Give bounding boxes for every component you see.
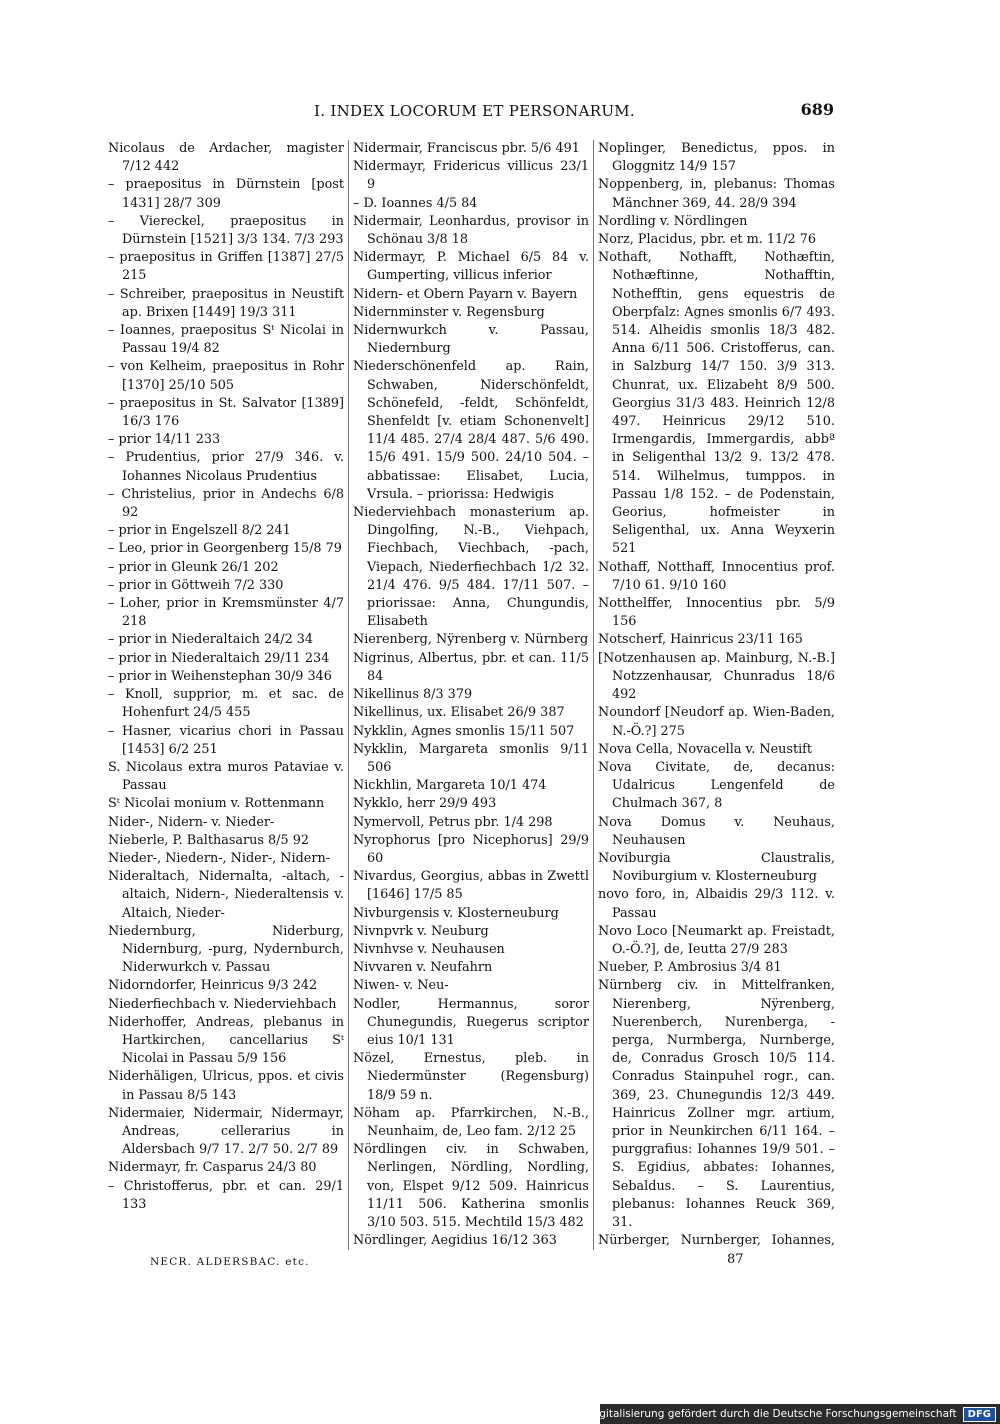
index-entry: Nicolaus de Ardacher, magister 7/12 442: [108, 141, 344, 175]
dfg-banner: [588, 1404, 1000, 1424]
index-entry: Niwen- v. Neu-: [353, 978, 449, 994]
index-entry: Nykklin, Margareta smonlis 9/11 506: [353, 741, 589, 775]
index-entry: Nierenberg, Nÿrenberg v. Nürnberg: [353, 632, 589, 648]
index-entry: Nivnpvrk v. Neuburg: [353, 923, 489, 939]
index-entry: – Leo, prior in Georgenberg 15/8 79: [108, 541, 342, 557]
index-entry: – prior in Niederaltaich 24/2 34: [108, 632, 314, 648]
index-column-left: [108, 140, 344, 1250]
index-entry: Niederviehbach monasterium ap. Dingolfing, N.-B., Viehpach, Fiechbach, Viechbach, -pach, Viepach, Niederfiechbach 1/2 32. 21/4 476. 9/5 484. 17/11 507. – priorissae: Anna, Chungundis, Elisabeth: [353, 505, 589, 630]
index-entry: Nivburgensis v. Klosterneuburg: [353, 905, 559, 921]
index-entry: – praepositus in St. Salvator [1389] 16/3 176: [108, 395, 344, 430]
index-entry: Nueber, P. Ambrosius 3/4 81: [598, 960, 782, 976]
index-entry: Nidernminster v. Regensburg: [353, 304, 545, 320]
index-entry: Niedernburg, Niderburg, Nidernburg, -purg, Nydernburch, Niderwurkch v. Passau: [108, 923, 344, 976]
column-divider: [593, 140, 594, 1250]
index-entry: Nykklin, Agnes smonlis 15/11 507: [353, 723, 575, 739]
running-title: I. INDEX LOCORUM ET PERSONARUM.: [314, 102, 635, 120]
index-entry: Nözel, Ernestus, pleb. in Niedermünster (Regensburg) 18/9 59 n.: [353, 1051, 589, 1103]
index-entry: Nothaft, Nothafft, Nothæftin, Nothæftinne, Nothafftin, Nothefftin, gens equestris de Oberpfalz: Agnes smonlis 6/7 493. 514. Alheidis smonlis 18/3 482. Anna 6/11 506. Cristofferus, can. in Salzburg 14/7 150. 3/9 313. Chunrat, ux. Elizabeht 8/9 500. Georgius 31/3 483. Heinrich 12/8 497. Heinricus 29/12 510. Irmengardis, Immergardis, abbª in Seligenthal 13/2 9. 13/2 478. 514. Wilhelmus, tumppos. in Passau 1/8 152. – de Podenstain, Georius, hofmeister in Seligenthal, ux. Anna Weyxerin 521: [598, 250, 835, 557]
index-entry: – prior 14/11 233: [108, 432, 221, 448]
index-entry: Niderhoffer, Andreas, plebanus in Hartkirchen, cancellarius Sᵗ Nicolai in Passau 5/9 156: [108, 1014, 344, 1067]
index-entry: Nova Cella, Novacella v. Neustift: [598, 741, 813, 757]
index-entry: Nyrophorus [pro Nicephorus] 29/9 60: [353, 832, 589, 866]
index-entry: Noppenberg, in, plebanus: Thomas Mänchner 369, 44. 28/9 394: [598, 177, 835, 211]
index-entry: – Christelius, prior in Andechs 6/8 92: [108, 486, 344, 521]
index-entry: Nikellinus, ux. Elisabet 26/9 387: [353, 705, 565, 721]
index-entry: Notscherf, Hainricus 23/11 165: [598, 632, 803, 648]
index-entry: novo foro, in, Albaidis 29/3 112. v. Passau: [598, 887, 835, 921]
index-entry: Nürberger, Nurnberger, Iohannes,: [598, 1233, 835, 1249]
index-entry: Nova Civitate, de, decanus: Udalricus Lengenfeld de Chulmach 367, 8: [598, 759, 835, 812]
index-entry: Notthelffer, Innocentius pbr. 5/9 156: [598, 596, 835, 630]
index-entry: Nykklo, herr 29/9 493: [353, 796, 497, 812]
index-entry: – praepositus in Griffen [1387] 27/5 215: [108, 250, 344, 284]
index-entry: Nidern- et Obern Payarn v. Bayern: [353, 286, 578, 302]
dfg-banner-text: Digitalisierung gefördert durch die Deutsche Forschungsgemeinschaft: [588, 1408, 957, 1420]
index-entry: Niederschönenfeld ap. Rain, Schwaben, Niderschönfeldt, Schönefeld, -feldt, Schönfeldt, Shenfeldt [v. etiam Schonenvelt] 11/4 485. 27/4 28/4 487. 5/6 490. 15/6 491. 15/9 500. 24/10 504. – abbatissae: Elisabet, Lucia, Vrsula. – priorissa: Hedwigis: [353, 359, 589, 502]
index-entry: Sᵗ Nicolai monium v. Rottenmann: [108, 796, 325, 812]
index-entry: – Loher, prior in Kremsmünster 4/7 218: [108, 596, 344, 630]
index-entry: – von Kelheim, praepositus in Rohr [1370] 25/10 505: [108, 359, 344, 393]
index-entry: Norz, Placidus, pbr. et m. 11/2 76: [598, 232, 816, 248]
index-entry: Nova Domus v. Neuhaus, Neuhausen: [598, 814, 835, 848]
index-entry: – Hasner, vicarius chori in Passau [1453] 6/2 251: [108, 723, 344, 757]
running-header: [108, 100, 834, 126]
index-entry: Nürnberg civ. in Mittelfranken, Nierenberg, Nÿrenberg, Nuerenberch, Nurenberga, -perga, Nurmberga, Nurnberge, de, Conradus Grosch 10/5 114. Conradus Stainpuhel rogr., can. 369, 23. Chunegundis 12/3 449. Hainricus Zollner mgr. artium, prior in Neunkirchen 6/11 164. – purggrafius: Iohannes 19/9 501. – S. Egidius, abbates: Iohannes, Sebaldus. – S. Laurentius, plebanus: Iohannes Reuck 369, 31.: [598, 978, 835, 1230]
index-entry: – praepositus in Dürnstein [post 1431] 28/7 309: [108, 177, 344, 211]
index-entry: Nymervoll, Petrus pbr. 1/4 298: [353, 814, 553, 830]
index-columns: [108, 140, 835, 1250]
index-entry: Nordling v. Nördlingen: [598, 213, 748, 229]
index-entry: Novo Loco [Neumarkt ap. Freistadt, O.-Ö.?], de, Ieutta 27/9 283: [598, 923, 835, 957]
index-entry: Noviburgia Claustralis, Noviburgium v. Klosterneuburg: [598, 850, 835, 885]
index-entry: Nikellinus 8/3 379: [353, 687, 473, 703]
page-number: 689: [800, 100, 834, 119]
index-entry: Nidermair, Franciscus pbr. 5/6 491: [353, 141, 580, 156]
index-entry: Nidorndorfer, Heinricus 9/3 242: [108, 978, 318, 994]
index-entry: Nivvaren v. Neufahrn: [353, 960, 493, 976]
index-entry: Nideraltach, Nidernalta, -altach, -altaich, Nidern-, Niederaltensis v. Altaich, Nieder-: [108, 869, 344, 921]
index-entry: – Schreiber, praepositus in Neustift ap. Brixen [1449] 19/3 311: [108, 286, 344, 320]
index-entry: – Knoll, supprior, m. et sac. de Hohenfurt 24/5 455: [108, 687, 344, 721]
index-entry: Nördlinger, Aegidius 16/12 363: [353, 1233, 557, 1249]
index-entry: Nieberle, P. Balthasarus 8/5 92: [108, 832, 309, 848]
index-entry: – Viereckel, praepositus in Dürnstein [1521] 3/3 134. 7/3 293: [108, 213, 344, 248]
index-entry: Nidermaier, Nidermair, Nidermayr, Andreas, cellerarius in Aldersbach 9/7 17. 2/7 50. 2/7 89: [108, 1105, 344, 1158]
index-entry: Niderhäligen, Ulricus, ppos. et civis in Passau 8/5 143: [108, 1069, 344, 1103]
index-entry: – prior in Gleunk 26/1 202: [108, 559, 279, 575]
index-entry: Nickhlin, Margareta 10/1 474: [353, 778, 547, 794]
index-entry: – prior in Weihenstephan 30/9 346: [108, 668, 332, 684]
index-entry: Nodler, Hermannus, soror Chunegundis, Ruegerus scriptor eius 10/1 131: [353, 996, 589, 1048]
column-divider: [348, 140, 349, 1250]
index-entry: – prior in Engelszell 8/2 241: [108, 523, 291, 539]
index-entry: Noundorf [Neudorf ap. Wien-Baden, N.-Ö.?] 275: [598, 705, 835, 739]
index-entry: – prior in Niederaltaich 29/11 234: [108, 650, 330, 666]
index-entry: Nidermayr, P. Michael 6/5 84 v. Gumperting, villicus inferior: [353, 250, 589, 284]
index-entry: Nigrinus, Albertus, pbr. et can. 11/5 84: [353, 650, 589, 684]
index-entry: Nothaff, Notthaff, Innocentius prof. 7/10 61. 9/10 160: [598, 559, 835, 593]
index-entry: Nidermayr, Fridericus villicus 23/1 9: [353, 159, 589, 193]
index-entry: Nivardus, Georgius, abbas in Zwettl [1646] 17/5 85: [353, 869, 589, 903]
index-entry: – prior in Göttweih 7/2 330: [108, 577, 284, 593]
index-entry: – Ioannes, praepositus Sᵗ Nicolai in Passau 19/4 82: [108, 323, 344, 357]
index-entry: S. Nicolaus extra muros Pataviae v. Passau: [108, 759, 344, 794]
index-entry: Nöham ap. Pfarrkirchen, N.-B., Neunhaim, de, Leo fam. 2/12 25: [353, 1105, 589, 1139]
index-entry: Niederfiechbach v. Niederviehbach: [108, 996, 337, 1012]
index-column-middle: [353, 140, 589, 1250]
signature-mark: NECR. ALDERSBAC. etc.: [150, 1256, 310, 1268]
index-entry: Nivnhvse v. Neuhausen: [353, 941, 505, 957]
sheet-number: 87: [727, 1252, 744, 1267]
index-entry: Nördlingen civ. in Schwaben, Nerlingen, Nördling, Nordling, von, Elspet 9/12 509. Hainricus 11/11 506. Katherina smonlis 3/10 503. 515. Mechtild 15/3 482: [353, 1142, 589, 1230]
index-entry: Noplinger, Benedictus, ppos. in Gloggnitz 14/9 157: [598, 141, 835, 175]
index-column-right: [598, 140, 835, 1250]
index-entry: – Christofferus, pbr. et can. 29/1 133: [108, 1178, 344, 1212]
index-entry: Nidermayr, fr. Casparus 24/3 80: [108, 1160, 317, 1176]
index-entry: Nieder-, Niedern-, Nider-, Nidern-: [108, 850, 331, 866]
index-entry: Nidernwurkch v. Passau, Niedernburg: [353, 323, 589, 357]
index-entry: Nider-, Nidern- v. Nieder-: [108, 814, 275, 830]
index-entry: Nidermair, Leonhardus, provisor in Schönau 3/8 18: [353, 213, 589, 248]
index-entry: [Notzenhausen ap. Mainburg, N.-B.] Notzzenhausar, Chunradus 18/6 492: [598, 650, 835, 703]
index-entry: – D. Ioannes 4/5 84: [353, 195, 478, 211]
dfg-logo-icon: DFG: [963, 1407, 996, 1422]
index-entry: – Prudentius, prior 27/9 346. v. Iohannes Nicolaus Prudentius: [108, 450, 344, 484]
